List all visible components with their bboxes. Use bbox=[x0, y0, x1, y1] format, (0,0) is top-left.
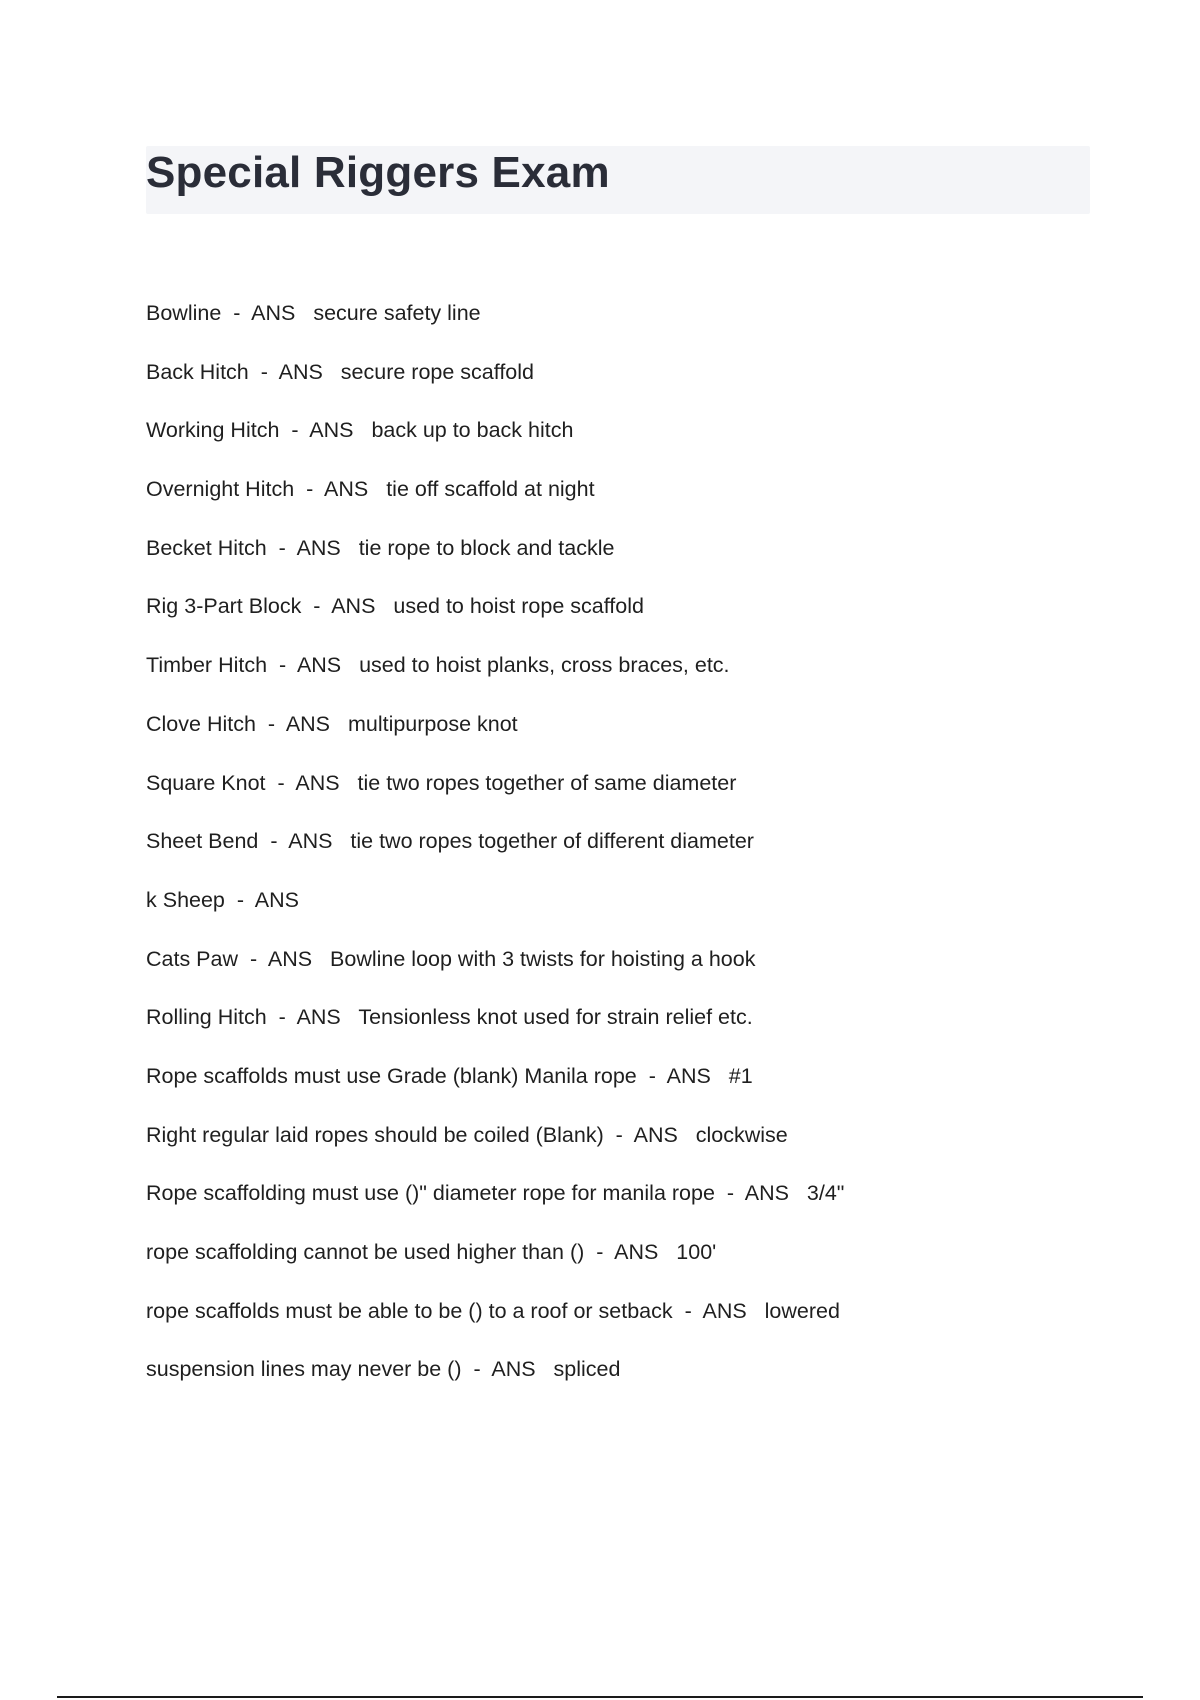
answer-gap bbox=[354, 418, 372, 442]
answer-marker: ANS bbox=[254, 887, 299, 912]
separator: - bbox=[672, 1298, 703, 1323]
qa-item bbox=[146, 1120, 844, 1179]
answer-gap bbox=[323, 360, 341, 384]
qa-item bbox=[146, 885, 844, 944]
answer-marker: ANS bbox=[744, 1181, 789, 1206]
separator: - bbox=[248, 359, 279, 384]
question-text: Rig 3-Part Block bbox=[146, 594, 302, 619]
answer-text: multipurpose knot bbox=[347, 711, 518, 736]
answer-gap bbox=[295, 301, 313, 325]
question-text: Working Hitch bbox=[146, 418, 280, 443]
qa-item bbox=[146, 1237, 844, 1296]
answer-gap bbox=[789, 1181, 807, 1205]
answer-marker: ANS bbox=[491, 1357, 536, 1382]
question-text: k Sheep bbox=[146, 887, 225, 912]
answer-gap bbox=[312, 947, 330, 971]
question-text: Rope scaffolding must use ()" diameter rope for manila rope bbox=[146, 1181, 715, 1206]
answer-marker: ANS bbox=[295, 770, 340, 795]
qa-item bbox=[146, 826, 844, 885]
answer-text: secure rope scaffold bbox=[340, 359, 534, 384]
qa-list bbox=[146, 298, 844, 1413]
question-text: Rope scaffolds must use Grade (blank) Manila rope bbox=[146, 1063, 637, 1088]
answer-marker: ANS bbox=[296, 653, 342, 678]
separator: - bbox=[636, 1063, 667, 1088]
separator: - bbox=[603, 1122, 634, 1147]
answer-text: lowered bbox=[764, 1298, 840, 1323]
answer-text: spliced bbox=[553, 1357, 621, 1382]
answer-marker: ANS bbox=[702, 1298, 747, 1323]
separator: - bbox=[267, 653, 297, 678]
question-text: Bowline bbox=[146, 301, 222, 325]
question-text: Clove Hitch bbox=[146, 711, 256, 736]
answer-gap bbox=[330, 712, 348, 736]
answer-gap bbox=[299, 888, 317, 912]
answer-gap bbox=[658, 1240, 676, 1264]
qa-item bbox=[146, 650, 844, 709]
answer-text: used to hoist planks, cross braces, etc. bbox=[359, 653, 730, 678]
question-text: Sheet Bend bbox=[146, 829, 259, 854]
answer-marker: ANS bbox=[278, 359, 323, 384]
answer-text: Tensionless knot used for strain relief etc. bbox=[358, 1005, 753, 1030]
separator: - bbox=[714, 1181, 745, 1206]
answer-marker: ANS bbox=[666, 1063, 711, 1088]
qa-item bbox=[146, 591, 844, 650]
qa-item bbox=[146, 533, 844, 592]
separator: - bbox=[584, 1240, 615, 1264]
answer-marker: ANS bbox=[331, 594, 376, 619]
answer-gap bbox=[747, 1299, 765, 1323]
qa-item bbox=[146, 1061, 844, 1120]
answer-marker: ANS bbox=[251, 301, 296, 325]
qa-item bbox=[146, 709, 844, 768]
answer-gap bbox=[678, 1123, 696, 1147]
qa-item bbox=[146, 1178, 844, 1237]
qa-item bbox=[146, 474, 844, 533]
answer-marker: ANS bbox=[309, 418, 354, 443]
answer-marker: ANS bbox=[267, 946, 313, 971]
answer-text: #1 bbox=[728, 1063, 753, 1088]
separator: - bbox=[221, 301, 252, 325]
answer-text: 100' bbox=[676, 1240, 717, 1264]
answer-gap bbox=[341, 536, 359, 560]
separator: - bbox=[238, 946, 268, 971]
answer-marker: ANS bbox=[633, 1122, 678, 1147]
separator: - bbox=[255, 711, 286, 736]
answer-marker: ANS bbox=[296, 535, 341, 560]
answer-text: used to hoist rope scaffold bbox=[393, 594, 644, 619]
question-text: rope scaffolding cannot be used higher than () bbox=[146, 1240, 585, 1264]
answer-text: Bowline loop with 3 twists for hoisting a hook bbox=[330, 946, 756, 971]
qa-item bbox=[146, 1002, 844, 1061]
answer-text: tie two ropes together of same diameter bbox=[357, 770, 737, 795]
answer-gap bbox=[711, 1064, 729, 1088]
answer-text: secure safety line bbox=[313, 301, 481, 325]
question-text: rope scaffolds must be able to be () to a roof or setback bbox=[146, 1298, 673, 1323]
separator: - bbox=[279, 418, 310, 443]
answer-gap bbox=[536, 1357, 554, 1381]
separator: - bbox=[258, 829, 289, 854]
answer-text: 3/4" bbox=[806, 1181, 845, 1206]
answer-gap bbox=[375, 594, 393, 618]
answer-marker: ANS bbox=[324, 477, 369, 502]
answer-gap bbox=[341, 653, 359, 677]
footer-rule bbox=[57, 1696, 1143, 1698]
question-text: Square Knot bbox=[146, 770, 266, 795]
answer-gap bbox=[332, 829, 350, 853]
qa-item bbox=[146, 944, 844, 1003]
separator: - bbox=[266, 535, 297, 560]
answer-text: clockwise bbox=[695, 1122, 788, 1147]
question-text: Becket Hitch bbox=[146, 535, 267, 560]
separator: - bbox=[461, 1357, 492, 1382]
qa-item bbox=[146, 1296, 844, 1355]
answer-marker: ANS bbox=[285, 711, 331, 736]
answer-marker: ANS bbox=[614, 1240, 659, 1264]
separator: - bbox=[265, 770, 296, 795]
qa-item bbox=[146, 1354, 844, 1413]
question-text: Timber Hitch bbox=[146, 653, 268, 678]
answer-gap bbox=[341, 1005, 359, 1029]
separator: - bbox=[266, 1005, 297, 1030]
answer-text: tie rope to block and tackle bbox=[358, 535, 615, 560]
separator: - bbox=[294, 477, 325, 502]
answer-text: tie off scaffold at night bbox=[386, 477, 595, 502]
qa-item bbox=[146, 415, 844, 474]
page-title: Special Riggers Exam bbox=[146, 148, 610, 197]
answer-text: tie two ropes together of different diameter bbox=[350, 829, 754, 854]
answer-gap bbox=[340, 771, 358, 795]
question-text: Right regular laid ropes should be coiled (Blank) bbox=[146, 1122, 604, 1147]
answer-marker: ANS bbox=[288, 829, 333, 854]
answer-text: back up to back hitch bbox=[371, 418, 574, 443]
answer-marker: ANS bbox=[296, 1005, 341, 1030]
question-text: Back Hitch bbox=[146, 359, 249, 384]
question-text: suspension lines may never be () bbox=[146, 1357, 462, 1382]
question-text: Cats Paw bbox=[146, 946, 239, 971]
question-text: Rolling Hitch bbox=[146, 1005, 267, 1030]
answer-gap bbox=[368, 477, 386, 501]
qa-item bbox=[146, 768, 844, 827]
question-text: Overnight Hitch bbox=[146, 477, 295, 502]
qa-item bbox=[146, 357, 844, 416]
separator: - bbox=[224, 887, 255, 912]
separator: - bbox=[301, 594, 332, 619]
qa-item bbox=[146, 298, 844, 357]
